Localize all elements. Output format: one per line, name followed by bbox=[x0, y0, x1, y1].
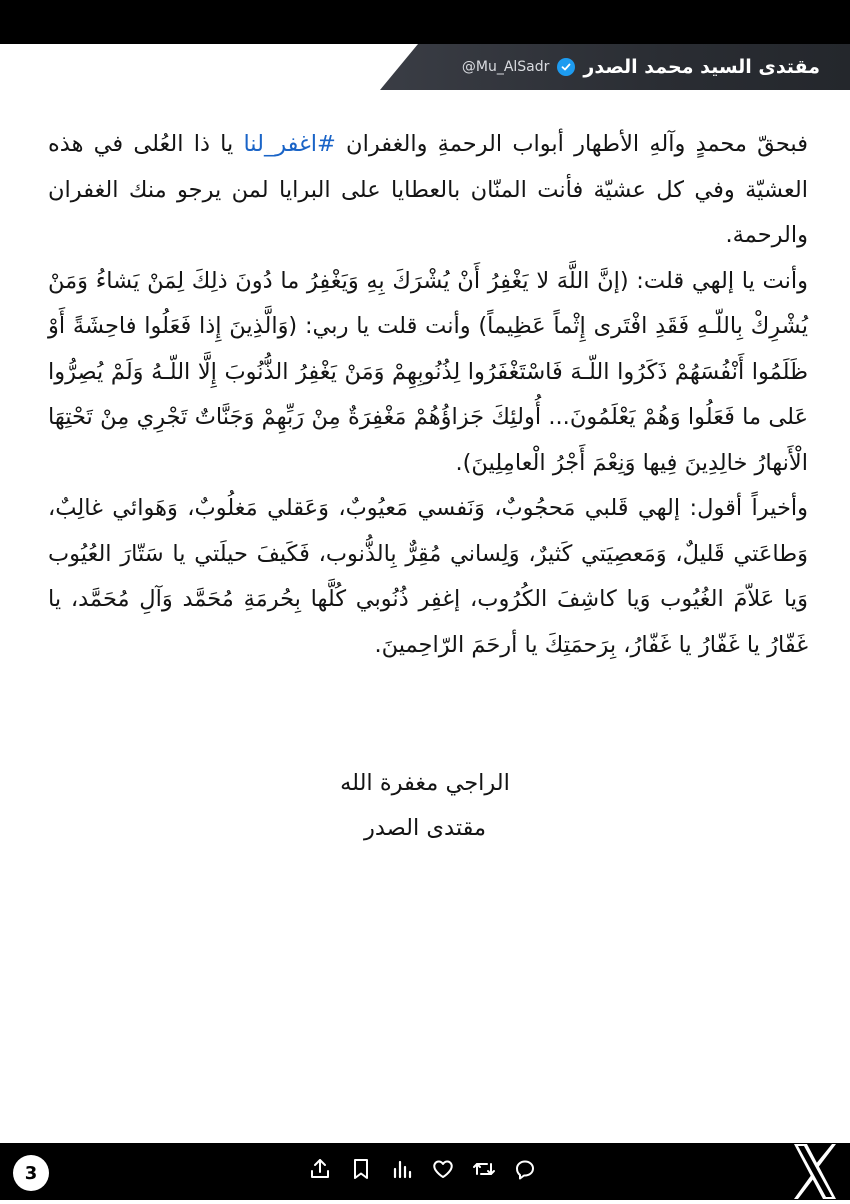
views-icon[interactable] bbox=[390, 1157, 414, 1181]
verified-badge-icon bbox=[557, 58, 575, 76]
author-name[interactable]: مقتدى السيد محمد الصدر bbox=[583, 56, 820, 78]
reply-icon[interactable] bbox=[513, 1157, 537, 1181]
page-number-badge: 3 bbox=[13, 1155, 49, 1191]
top-bar bbox=[0, 0, 850, 44]
paragraph-3: وأخيراً أقول: إلهي قَلبي مَحجُوبٌ، وَنَفسي مَعيُوبٌ، وَعَقلي مَغلُوبٌ، وَهَوائي غالِبٌ، وَطاعَتي قَليلٌ، وَمَعصِيَتي كَثيرٌ، وَلِساني مُقِرٌّ بِالذُّنوب، فَكَيفَ حيلَتي يا سَتّارَ العُيُوب وَيا عَلاّمَ الغُيُوب وَيا كاشِفَ الكُرُوب، إغفِر ذُنُوبي كُلَّها بِحُرمَةِ مُحَمَّد وَآلِ مُحَمَّد، يا غَفّارُ يا غَفّارُ يا غَفّارُ، بِرَحمَتِكَ يا أرحَمَ الرّاحِمينَ. bbox=[48, 495, 808, 658]
signature-line-2: مقتدى الصدر bbox=[363, 815, 487, 841]
paragraph-1 bbox=[48, 122, 808, 259]
bottom-bar bbox=[0, 1143, 850, 1200]
hashtag-link[interactable]: #اغفر_لنا bbox=[243, 131, 336, 157]
signature-line-1: الراجي مغفرة الله bbox=[340, 770, 510, 796]
bookmark-icon[interactable] bbox=[349, 1157, 373, 1181]
repost-icon[interactable] bbox=[472, 1157, 496, 1181]
paragraph-2: وأنت يا إلهي قلت: (إنَّ اللَّهَ لا يَغْفِرُ أَنْ يُشْرَكَ بِهِ وَيَغْفِرُ ما دُونَ ذلِكَ لِمَنْ يَشاءُ وَمَنْ يُشْرِكْ بِاللّـهِ فَقَدِ افْتَرى إِثْماً عَظِيماً) وأنت قلت يا ربي: (وَالَّذِينَ إِذا فَعَلُوا فاحِشَةً أَوْ ظَلَمُوا أَنْفُسَهُمْ ذَكَرُوا اللّـهَ فَاسْتَغْفَرُوا لِذُنُوبِهِمْ وَمَنْ يَغْفِرُ الذُّنُوبَ إِلَّا اللّـهُ وَلَمْ يُصِرُّوا عَلى ما فَعَلُوا وَهُمْ يَعْلَمُونَ... أُولئِكَ جَزاؤُهُمْ مَغْفِرَةٌ مِنْ رَبِّهِمْ وَجَنَّاتٌ تَجْرِي مِنْ تَحْتِهَا الْأَنهارُ خالِدِينَ فِيها وَنِعْمَ أَجْرُ الْعامِلِينَ). bbox=[48, 267, 808, 476]
x-logo-icon bbox=[792, 1143, 838, 1200]
like-icon[interactable] bbox=[431, 1157, 455, 1181]
author-handle[interactable]: @Mu_AlSadr bbox=[461, 59, 550, 75]
action-bar bbox=[308, 1157, 537, 1181]
share-icon[interactable] bbox=[308, 1157, 332, 1181]
post-body bbox=[48, 122, 808, 668]
author-block[interactable] bbox=[462, 44, 820, 90]
paragraph-1-start: فبحقّ محمدٍ وآلهِ الأطهار أبواب الرحمةِ والغفران bbox=[335, 131, 808, 157]
paragraph-1-end: يا ذا العُلى في هذه العشيّة وفي كل عشيّة فأنت المنّان بالعطايا على البرايا لمن يرجو منك الغفران والرحمة. bbox=[48, 131, 808, 248]
